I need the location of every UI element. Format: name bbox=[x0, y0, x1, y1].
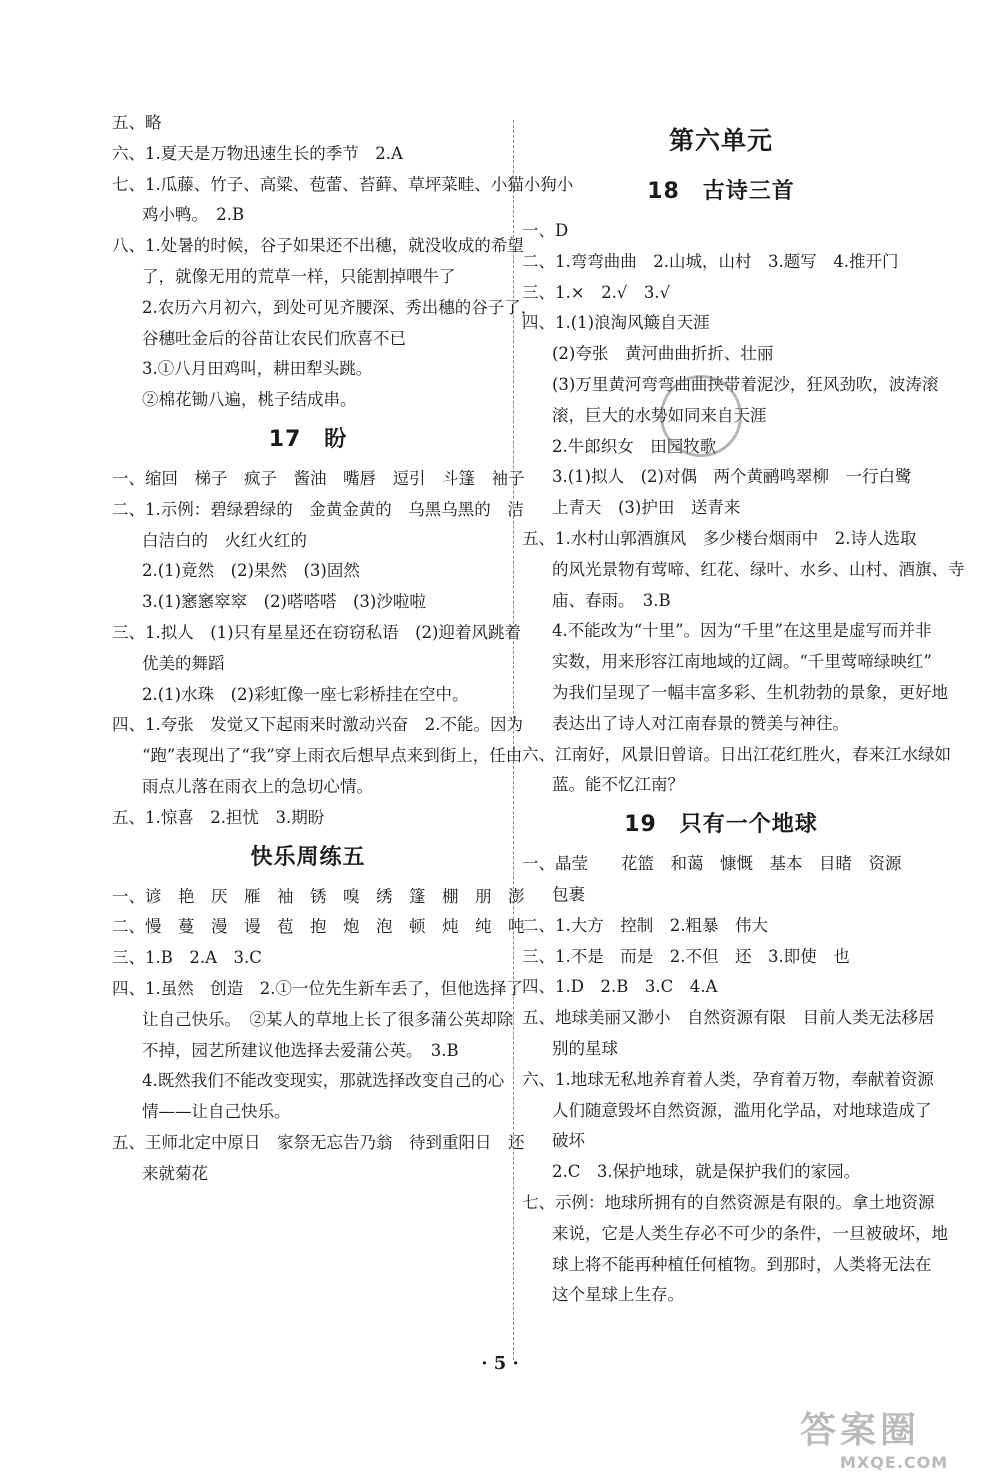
answer-line: 五、地球美丽又渺小 自然资源有限 目前人类无法移居 bbox=[522, 1008, 935, 1028]
section-title: 17 盼 bbox=[268, 426, 348, 452]
answer-line: 三、1.× 2.√ 3.√ bbox=[522, 282, 671, 302]
answer-line: 六、1.夏天是万物迅速生长的季节 2.A bbox=[112, 143, 403, 163]
answer-line: 六、1.地球无私地养育着人类，孕育着万物，奉献着资源 bbox=[522, 1069, 934, 1089]
answer-line: 球上将不能再种植任何植物。到那时，人类将无法在 bbox=[552, 1254, 932, 1274]
section-title: 18 古诗三首 bbox=[647, 179, 795, 204]
answer-line: 五、1.惊喜 2.担忧 3.期盼 bbox=[112, 807, 325, 827]
answer-line: “跑”表现出了“我”穿上雨衣后想早点来到街上，任由 bbox=[142, 746, 523, 766]
answer-line: 庙、春雨。 3.B bbox=[552, 590, 671, 610]
answer-line: 2.(1)竟然 (2)果然 (3)固然 bbox=[142, 561, 360, 581]
answer-line: 二、1.示例：碧绿碧绿的 金黄金黄的 乌黑乌黑的 洁 bbox=[112, 499, 524, 519]
answer-line: 人们随意毁坏自然资源，滥用化学品，对地球造成了 bbox=[552, 1100, 932, 1120]
answer-line: 2.(1)水珠 (2)彩虹像一座七彩桥挂在空中。 bbox=[142, 684, 469, 704]
answer-line: 让自己快乐。 ②某人的草地上长了很多蒲公英却除 bbox=[142, 1009, 514, 1029]
answer-line: 六、江南好，风景旧曾谙。日出江花红胜火，春来江水绿如 bbox=[522, 744, 951, 764]
answer-line: 这个星球上生存。 bbox=[552, 1285, 684, 1305]
answer-line: 五、略 bbox=[112, 113, 162, 132]
answer-line: 优美的舞蹈 bbox=[142, 653, 225, 673]
answer-line: 一、缩回 梯子 疯子 酱油 嘴唇 逗引 斗篷 袖子 bbox=[112, 468, 525, 488]
answer-line: 鸡小鸭。 2.B bbox=[142, 205, 245, 225]
answer-line: 四、1.虽然 创造 2.①一位先生新车丢了，但他选择了 bbox=[112, 978, 523, 998]
answer-line: 四、1.夸张 发觉又下起雨来时激动兴奋 2.不能。因为 bbox=[112, 715, 523, 735]
answer-line: 三、1.拟人 (1)只有星星还在窃窃私语 (2)迎着风跳着 bbox=[112, 622, 521, 642]
answer-line: 二、1.弯弯曲曲 2.山城，山村 3.题写 4.推开门 bbox=[522, 251, 899, 271]
logo-text: 答案圈 bbox=[800, 1410, 921, 1451]
logo bbox=[800, 1402, 990, 1472]
answer-line: 二、慢 蔓 漫 谩 苞 抱 炮 泡 顿 炖 纯 吨 bbox=[112, 917, 525, 937]
answer-line: 白洁白的 火红火红的 bbox=[142, 530, 307, 550]
answer-line: 为我们呈现了一幅丰富多彩、生机勃勃的景象，更好地 bbox=[552, 682, 948, 702]
answer-line: 包裹 bbox=[552, 884, 585, 904]
answer-line: 来说，它是人类生存必不可少的条件，一旦被破坏，地 bbox=[552, 1223, 948, 1243]
answer-line: 蓝。能不忆江南？ bbox=[552, 775, 684, 795]
answer-line: 3.(1)拟人 (2)对偶 两个黄鹂鸣翠柳 一行白鹭 bbox=[552, 467, 912, 487]
logo-domain: MXQE.COM bbox=[840, 1453, 949, 1472]
answer-line: 五、1.水村山郭酒旗风 多少楼台烟雨中 2.诗人选取 bbox=[522, 528, 917, 548]
answer-line: 实数，用来形容江南地域的辽阔。“千里莺啼绿映红” bbox=[552, 652, 932, 672]
answer-line: 3.①八月田鸡叫，耕田犁头跳。 bbox=[142, 359, 373, 379]
answer-line: 4.既然我们不能改变现实，那就选择改变自己的心 bbox=[142, 1071, 505, 1091]
answer-line: 2.C 3.保护地球，就是保护我们的家园。 bbox=[552, 1162, 861, 1182]
answer-line: 了，就像无用的荒草一样，只能割掉喂牛了 bbox=[142, 266, 456, 286]
answer-line: 一、D bbox=[522, 221, 569, 240]
answer-line: ②棉花锄八遍，桃子结成串。 bbox=[142, 390, 357, 410]
answer-line: 情——让自己快乐。 bbox=[142, 1102, 291, 1122]
answer-line: 谷穗吐金后的谷苗让农民们欣喜不已 bbox=[142, 328, 406, 348]
answer-line: 滚，巨大的水势如同来自天涯 bbox=[552, 405, 767, 425]
answer-line: 4.不能改为“十里”。因为“千里”在这里是虚写而并非 bbox=[552, 621, 932, 641]
answer-line: 七、1.瓜藤、竹子、高粱、苞蕾、苔藓、草坪菜畦、小猫小狗小 bbox=[112, 174, 574, 194]
answer-line: 八、1.处暑的时候，谷子如果还不出穗，就没收成的希望 bbox=[112, 236, 524, 256]
answer-line: 二、1.大方 控制 2.粗暴 伟大 bbox=[522, 915, 768, 935]
answer-line: 雨点儿落在雨衣上的急切心情。 bbox=[142, 776, 373, 796]
answer-line: 破坏 bbox=[552, 1131, 585, 1151]
answer-line: 不掉，园艺所建议他选择去爱蒲公英。 3.B bbox=[142, 1040, 459, 1060]
page-number: · 5 · bbox=[481, 1353, 519, 1374]
section-title: 快乐周练五 bbox=[250, 844, 366, 870]
answer-line: 三、1.不是 而是 2.不但 还 3.即使 也 bbox=[522, 946, 850, 966]
answer-line: 的风光景物有莺啼、红花、绿叶、水乡、山村、酒旗、寺 bbox=[552, 559, 965, 579]
answer-line: 2.农历六月初六，到处可见齐腰深、秀出穗的谷子了， bbox=[142, 297, 538, 317]
answer-line: 来就菊花 bbox=[142, 1163, 208, 1183]
answer-line: (2)夸张 黄河曲曲折折、壮丽 bbox=[552, 344, 774, 364]
answer-line: 2.牛郎织女 田园牧歌 bbox=[552, 436, 717, 456]
answer-line: 3.(1)窸窸窣窣 (2)嗒嗒嗒 (3)沙啦啦 bbox=[142, 592, 426, 612]
right-column bbox=[522, 108, 965, 1311]
answer-line: 七、示例：地球所拥有的自然资源是有限的。拿土地资源 bbox=[522, 1192, 935, 1212]
answer-line: 表达出了诗人对江南春景的赞美与神往。 bbox=[552, 713, 849, 733]
answer-line: 上青天 (3)护田 送青来 bbox=[552, 498, 741, 518]
answer-line: 三、1.B 2.A 3.C bbox=[112, 948, 262, 968]
answer-line: 一、晶莹 花篮 和蔼 慷慨 基本 目睹 资源 bbox=[522, 854, 902, 874]
answer-line: 四、1.(1)浪淘风簸自天涯 bbox=[522, 313, 710, 333]
unit-title: 第六单元 bbox=[668, 126, 773, 155]
answer-line: 别的星球 bbox=[552, 1038, 618, 1058]
answer-line: 五、王师北定中原日 家祭无忘告乃翁 待到重阳日 还 bbox=[112, 1132, 525, 1152]
section-title: 19 只有一个地球 bbox=[624, 812, 818, 838]
answer-line: 一、谚 艳 厌 雁 袖 锈 嗅 绣 篷 棚 朋 澎 bbox=[112, 886, 525, 906]
answer-line: (3)万里黄河弯弯曲曲挟带着泥沙，狂风劲吹，波涛滚 bbox=[552, 374, 939, 394]
answer-line: 四、1.D 2.B 3.C 4.A bbox=[522, 977, 718, 997]
stamp-icon bbox=[660, 375, 742, 457]
